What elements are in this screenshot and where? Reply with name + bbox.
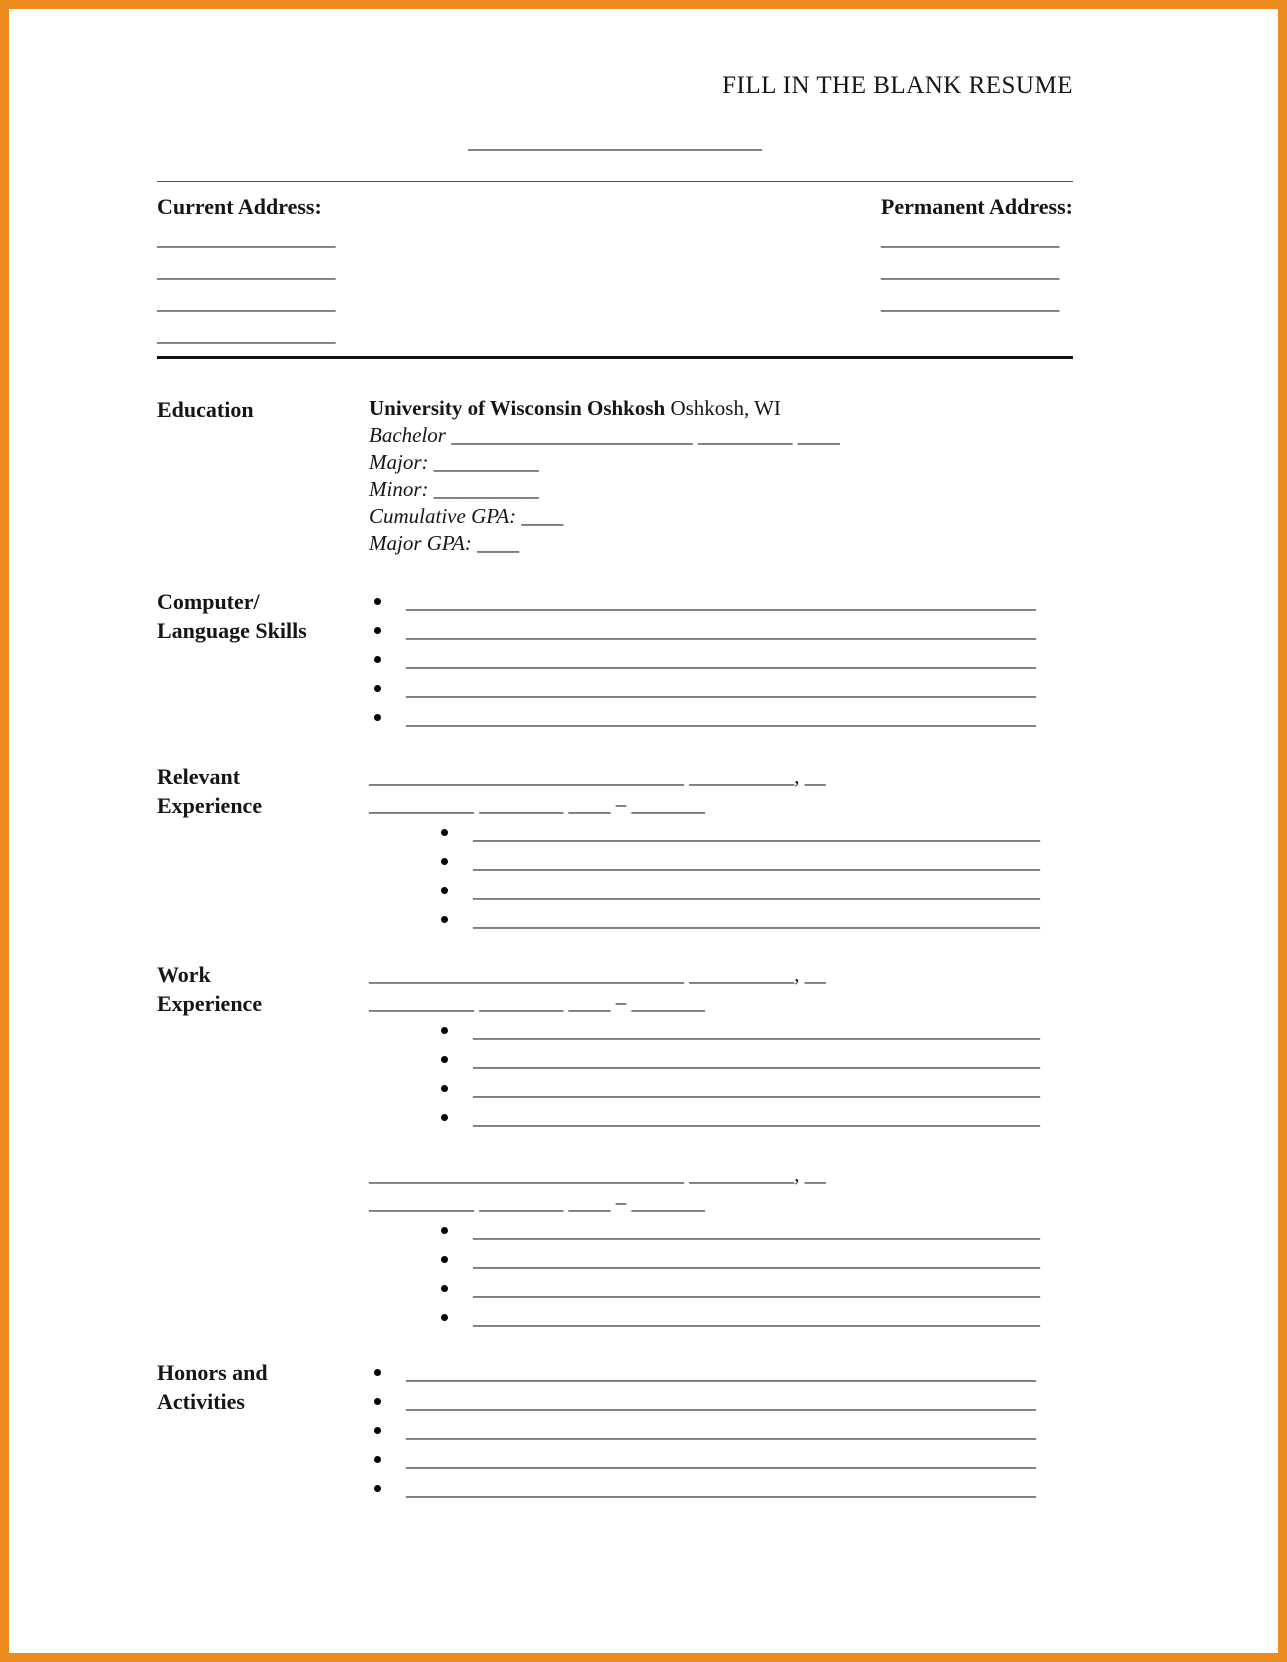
bullet-icon	[374, 1485, 381, 1492]
blank-line: ____________________________________________________________	[406, 618, 1036, 642]
work-experience-section	[157, 960, 1073, 1132]
bullet-icon	[374, 714, 381, 721]
permanent-address-blank-3: _________________	[880, 290, 1060, 314]
date-blank-line: __________ ________ ____ – _______	[369, 792, 705, 816]
blank-line: ____________________________________________________________	[406, 1389, 1036, 1413]
skills-section	[157, 587, 1073, 732]
current-address-blank-4: _________________	[157, 322, 336, 346]
blank-line: ______________________________________________________	[473, 1305, 1040, 1329]
blank-line: ______________________________________________________	[473, 1247, 1040, 1271]
current-address-blank-2: _________________	[157, 258, 336, 282]
blank-line: ______________________________________________________	[473, 1105, 1040, 1129]
org-blank-line: ______________________________ __________, __	[369, 962, 826, 986]
major-blank-line: Major: __________	[369, 450, 539, 474]
bullet-icon	[374, 1456, 381, 1463]
honors-section	[157, 1358, 1073, 1503]
section-label-empty	[157, 1160, 369, 1332]
name-blank-row	[157, 129, 1073, 157]
work-label-line1: Work	[157, 962, 211, 987]
relevant-bullet-2	[369, 847, 1073, 876]
date-blank-line: __________ ________ ____ – _______	[369, 1190, 705, 1214]
bullet-icon	[374, 1398, 381, 1405]
education-school-line	[369, 395, 1073, 422]
permanent-address-label: Permanent Address:	[880, 194, 1073, 219]
skills-content	[369, 587, 1073, 732]
work1-bullet-4	[369, 1103, 1073, 1132]
blank-line: ____________________________________________________________	[406, 589, 1036, 613]
section-label-work-experience	[157, 960, 369, 1132]
bullet-icon	[441, 916, 448, 923]
bullet-icon	[441, 1285, 448, 1292]
honors-bullet-3	[369, 1416, 1073, 1445]
honors-label-line1: Honors and	[157, 1360, 268, 1385]
section-label-skills	[157, 587, 369, 732]
section-label-education: Education	[157, 397, 254, 422]
work1-bullet-1	[369, 1016, 1073, 1045]
document-title: FILL IN THE BLANK RESUME	[722, 72, 1073, 99]
blank-line: ____________________________________________________________	[406, 1418, 1036, 1442]
blank-line: ______________________________________________________	[473, 878, 1040, 902]
honors-bullet-4	[369, 1445, 1073, 1474]
blank-line: ______________________________________________________	[473, 820, 1040, 844]
honors-content	[369, 1358, 1073, 1503]
major-gpa-blank-line: Major GPA: ____	[369, 531, 520, 555]
blank-line: ____________________________________________________________	[406, 705, 1036, 729]
blank-line: ____________________________________________________________	[406, 676, 1036, 700]
honors-bullet-5	[369, 1474, 1073, 1503]
blank-line: ____________________________________________________________	[406, 1360, 1036, 1384]
skills-bullet-3	[369, 645, 1073, 674]
section-divider	[157, 356, 1073, 359]
blank-line: ____________________________________________________________	[406, 1476, 1036, 1500]
work2-bullet-2	[369, 1245, 1073, 1274]
school-name: University of Wisconsin Oshkosh	[369, 396, 666, 420]
bullet-icon	[441, 1085, 448, 1092]
skills-bullet-1	[369, 587, 1073, 616]
blank-line: ______________________________________________________	[473, 1218, 1040, 1242]
relevant-bullet-3	[369, 876, 1073, 905]
permanent-address-blank-1: _________________	[880, 226, 1060, 250]
blank-line: ______________________________________________________	[473, 849, 1040, 873]
cumulative-gpa-blank-line: Cumulative GPA: ____	[369, 504, 564, 528]
bullet-icon	[441, 858, 448, 865]
minor-blank-line: Minor: __________	[369, 477, 539, 501]
skills-label-line1: Computer/	[157, 589, 260, 614]
address-section	[157, 192, 1073, 350]
work-experience-content-1	[369, 960, 1073, 1132]
relevant-label-line2: Experience	[157, 793, 263, 818]
blank-line: ______________________________________________________	[473, 1276, 1040, 1300]
blank-line: ______________________________________________________	[473, 907, 1040, 931]
blank-line: ____________________________________________________________	[406, 647, 1036, 671]
work1-bullet-2	[369, 1045, 1073, 1074]
current-address-label: Current Address:	[157, 194, 322, 219]
relevant-bullet-4	[369, 905, 1073, 934]
bullet-icon	[374, 627, 381, 634]
work-experience-section-2	[157, 1160, 1073, 1332]
work2-bullet-4	[369, 1303, 1073, 1332]
blank-line: ____________________________________________________________	[406, 1447, 1036, 1471]
bullet-icon	[441, 1314, 448, 1321]
current-address-blank-1: _________________	[157, 226, 336, 250]
work2-bullet-1	[369, 1216, 1073, 1245]
current-address-block	[157, 192, 336, 350]
relevant-experience-section	[157, 762, 1073, 934]
bullet-icon	[441, 1027, 448, 1034]
skills-bullet-5	[369, 703, 1073, 732]
bullet-icon	[441, 829, 448, 836]
skills-label-line2: Language Skills	[157, 618, 307, 643]
honors-bullet-2	[369, 1387, 1073, 1416]
skills-bullet-4	[369, 674, 1073, 703]
bullet-icon	[374, 598, 381, 605]
bullet-icon	[374, 685, 381, 692]
bullet-icon	[441, 1114, 448, 1121]
org-blank-line: ______________________________ __________, __	[369, 764, 826, 788]
permanent-address-block	[881, 192, 1073, 350]
school-location: Oshkosh, WI	[670, 396, 781, 420]
bullet-icon	[441, 1227, 448, 1234]
blank-line: ______________________________________________________	[473, 1047, 1040, 1071]
skills-bullet-2	[369, 616, 1073, 645]
bullet-icon	[441, 887, 448, 894]
work-label-line2: Experience	[157, 991, 263, 1016]
honors-bullet-1	[369, 1358, 1073, 1387]
blank-line: ______________________________________________________	[473, 1076, 1040, 1100]
degree-blank-line: Bachelor _______________________ _________ ____	[369, 423, 840, 447]
education-content	[369, 395, 1073, 557]
work-experience-content-2	[369, 1160, 1073, 1332]
section-label-honors	[157, 1358, 369, 1503]
current-address-blank-3: _________________	[157, 290, 336, 314]
bullet-icon	[374, 1369, 381, 1376]
honors-label-line2: Activities	[157, 1389, 245, 1414]
relevant-bullet-1	[369, 818, 1073, 847]
bullet-icon	[441, 1256, 448, 1263]
resume-document	[9, 9, 1278, 1503]
header-divider	[157, 181, 1073, 182]
name-blank-line: ____________________________	[468, 129, 762, 153]
education-section	[157, 395, 1073, 557]
work1-bullet-3	[369, 1074, 1073, 1103]
org-blank-line: ______________________________ __________, __	[369, 1162, 826, 1186]
bullet-icon	[374, 1427, 381, 1434]
blank-line: ______________________________________________________	[473, 1018, 1040, 1042]
relevant-experience-content	[369, 762, 1073, 934]
section-label-relevant-experience	[157, 762, 369, 934]
relevant-label-line1: Relevant	[157, 764, 241, 789]
permanent-address-blank-2: _________________	[880, 258, 1060, 282]
bullet-icon	[441, 1056, 448, 1063]
bullet-icon	[374, 656, 381, 663]
work2-bullet-3	[369, 1274, 1073, 1303]
date-blank-line: __________ ________ ____ – _______	[369, 990, 705, 1014]
